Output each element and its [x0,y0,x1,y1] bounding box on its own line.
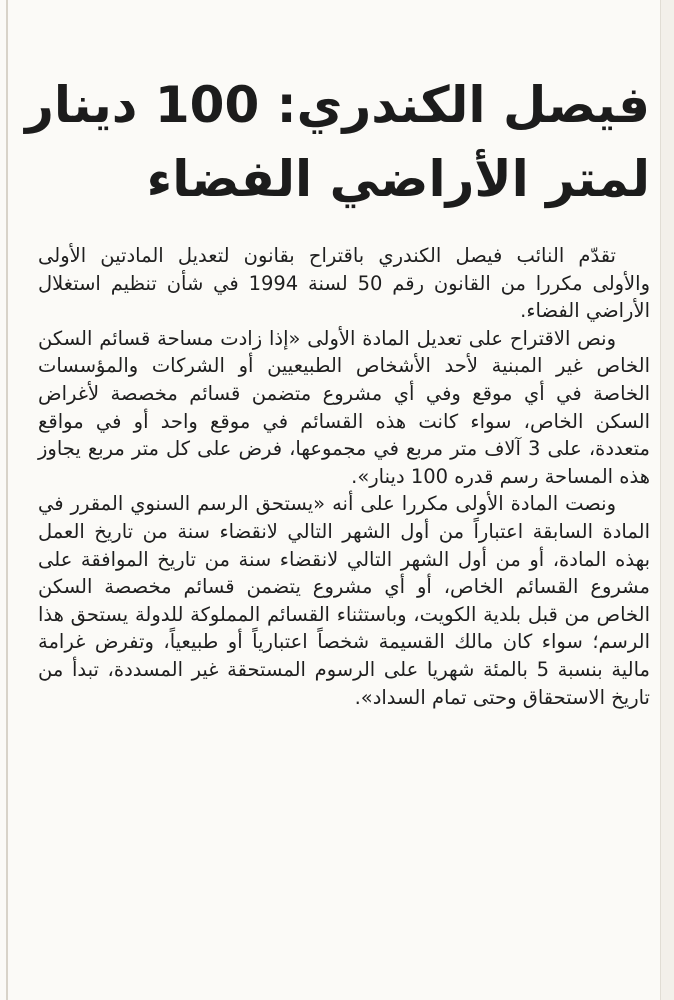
headline-line-2: لمتر الأراضي الفضاء [146,149,650,208]
article-body [38,242,650,711]
headline-line-1: فيصل الكندري: 100 دينار [25,75,650,134]
left-column-rule [6,0,8,1000]
right-page-edge [660,0,674,1000]
paragraph-article-one-bis: ونصت المادة الأولى مكررا على أنه «يستحق الرسم السنوي المقرر في المادة السابقة اعتباراً من أول الشهر التالي لانقضاء سنة من تاريخ العمل بهذه المادة، أو من أول الشهر التالي لانقضاء سنة من تاريخ الموافقة على مشروع القسائم الخاص، أو أي مشروع يتضمن قسائم مخصصة السكن الخاص من قبل بلدية الكويت، وباستثناء القسائم المملوكة للدولة يستحق هذا الرسم؛ سواء كان مالك القسيمة شخصاً اعتبارياً أو طبيعياً، وتفرض غرامة مالية بنسبة 5 بالمئة شهريا على الرسوم المستحقة غير المسددة، تبدأ من تاريخ الاستحقاق وحتى تمام السداد». [38,492,650,709]
article-headline [24,68,650,216]
paragraph-article-one: ونص الاقتراح على تعديل المادة الأولى «إذا زادت مساحة قسائم السكن الخاص غير المبنية لأحد الأشخاص الطبيعيين أو الشركات والمؤسسات الخاصة في أي موقع وفي أي مشروع متضمن قسائم مخصصة لأغراض السكن الخاص، سواء كانت هذه القسائم في موقع واحد أو في مواقع متعددة، على 3 آلاف متر مربع في مجموعها، فرض على كل متر مربع يجاوز هذه المساحة رسم قدره 100 دينار». [38,326,650,488]
paragraph-intro: تقدّم النائب فيصل الكندري باقتراح بقانون لتعديل المادتين الأولى والأولى مكررا من القانون رقم 50 لسنة 1994 في شأن تنظيم استغلال الأراضي الفضاء. [38,244,651,323]
